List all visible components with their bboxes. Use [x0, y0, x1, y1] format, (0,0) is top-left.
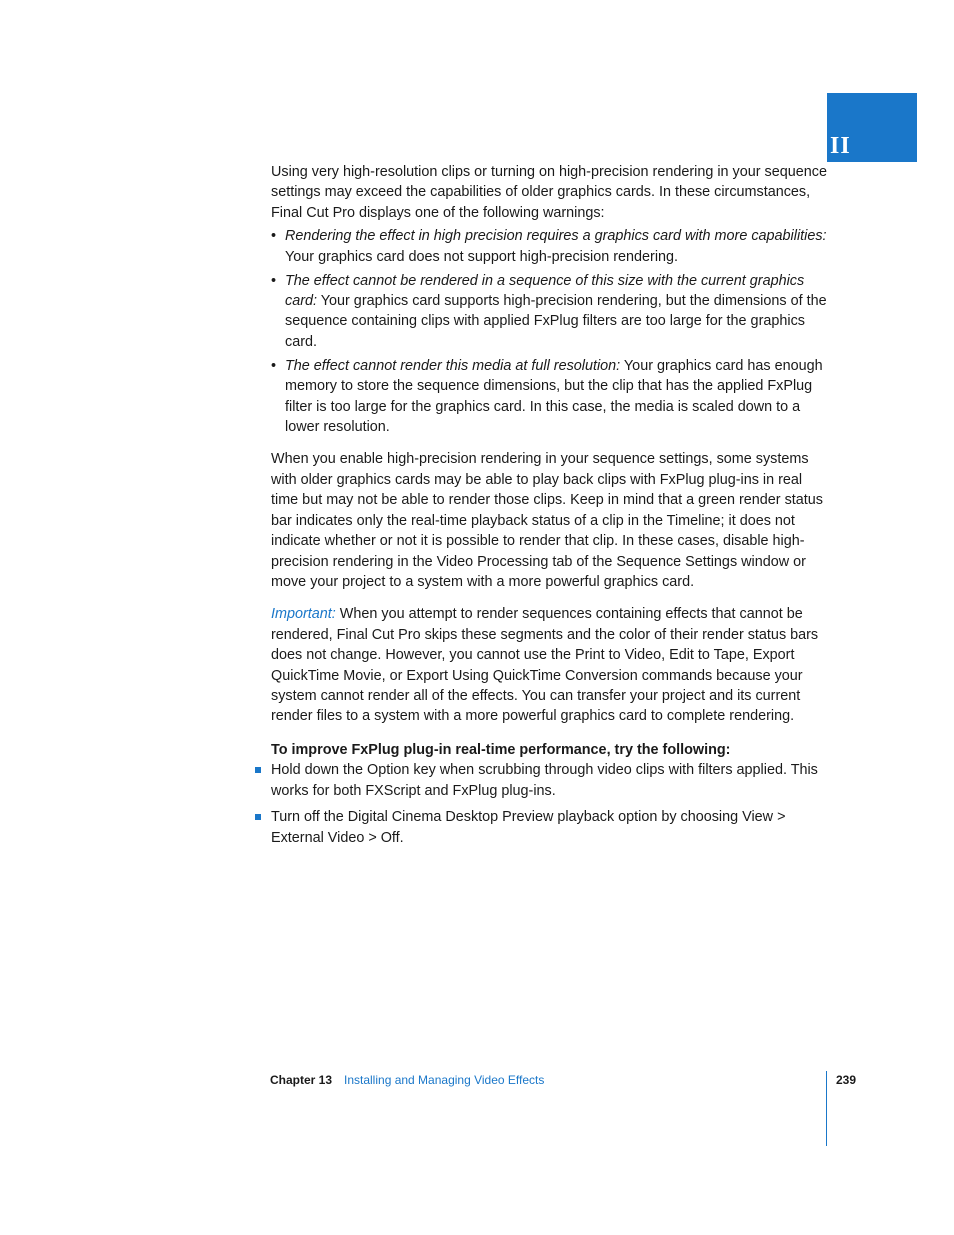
footer-chapter-title: Installing and Managing Video Effects [344, 1073, 545, 1087]
section-tab [827, 93, 917, 162]
footer-chapter: Chapter 13 [270, 1073, 333, 1087]
warning-title: The effect cannot be rendered in a sequence of this size with the current graphics card: [285, 272, 805, 310]
warning-item [271, 356, 831, 438]
important-label: Important: [271, 606, 336, 623]
tip-text: Turn off the Digital Cinema Desktop Preview playback option by choosing View > External Video > Off. [271, 809, 786, 846]
warning-list [271, 226, 831, 437]
intro-paragraph: Using very high-resolution clips or turning on high-precision rendering in your sequence settings may exceed the capabilities of older graphics cards. In these circumstances, Final Cut Pro displays one of the following warnings: [271, 164, 827, 221]
page-body [271, 162, 831, 855]
warning-item [271, 271, 831, 353]
footer-divider [826, 1071, 827, 1146]
bullet-dot: • [271, 228, 277, 245]
tip-text: Hold down the Option key when scrubbing through video clips with filters applied. This works for both FXScript and FxPlug plug-ins. [271, 762, 818, 799]
page-number: 239 [836, 1073, 857, 1087]
bullet-dot: • [271, 357, 277, 374]
task-heading: To improve FxPlug plug-in real-time performance, try the following: [271, 741, 731, 758]
warning-text: Your graphics card supports high-precision rendering, but the dimensions of the sequence containing clips with applied FxPlug filters are too large for the graphics card. [285, 293, 827, 350]
body-paragraph: When you enable high-precision rendering in your sequence settings, some systems with older graphics cards may be able to play back clips with FxPlug plug-ins in real time but may not be able to render those clips. Keep in mind that a green render status bar indicates only the real-time playback status of a clip in the Timeline; it does not indicate whether or not it is possible to render that clip. In these cases, disable high-precision rendering in the Video Processing tab of the Sequence Settings window or move your project to a system with a more powerful graphics card. [271, 451, 823, 590]
bullet-dot: • [271, 272, 277, 289]
square-bullet-icon [255, 814, 261, 820]
square-bullet-icon [255, 767, 261, 773]
warning-text: Your graphics card does not support high-precision rendering. [285, 248, 679, 265]
warning-title: Rendering the effect in high precision requires a graphics card with more capabilities: [285, 228, 827, 245]
warning-item [271, 226, 831, 267]
tip-item [271, 760, 831, 801]
important-note [271, 604, 831, 726]
important-text: When you attempt to render sequences containing effects that cannot be rendered, Final Cut Pro skips these segments and the color of their render status bars does not change. However, you cannot use the Print to Video, Edit to Tape, Export QuickTime Movie, or Export Using QuickTime Conversion commands because your system cannot render all of the effects. You can transfer your project and its current render files to a system with a more powerful graphics card to complete rendering. [271, 606, 819, 725]
warning-title: The effect cannot render this media at full resolution: [285, 357, 621, 374]
section-tab-label: II [830, 133, 851, 159]
warning-text: Your graphics card has enough memory to store the sequence dimensions, but the clip that has the applied FxPlug filter is too large for the graphics card. In this case, the media is scaled down to a lower resolution. [285, 357, 823, 436]
tip-item [271, 807, 831, 848]
tip-list [271, 760, 831, 848]
